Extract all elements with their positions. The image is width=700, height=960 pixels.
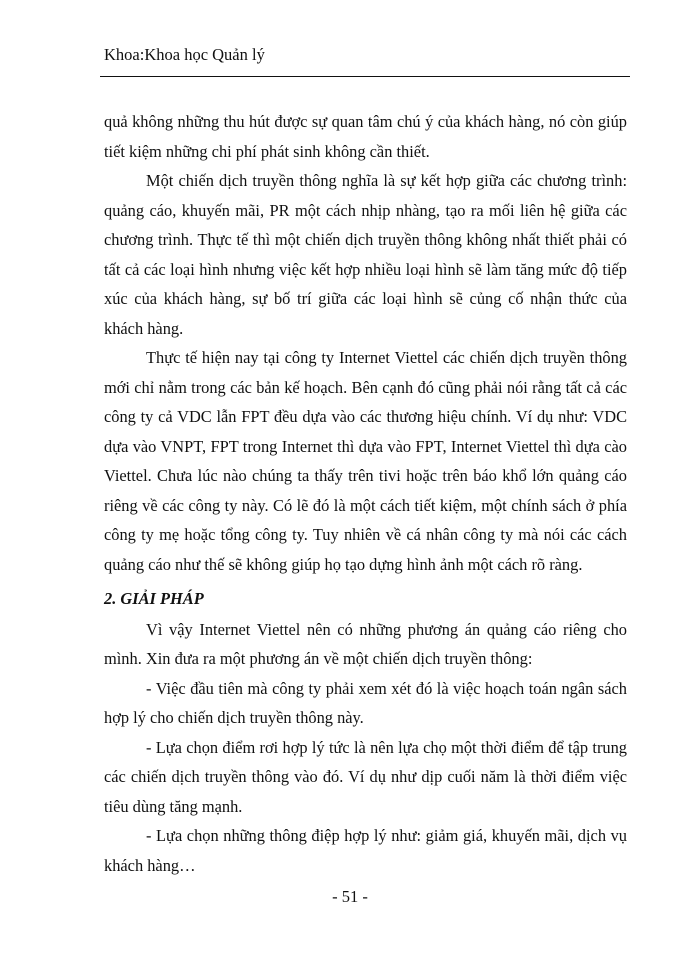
paragraph-solution-intro: Vì vậy Internet Viettel nên có những phương án quảng cáo riêng cho mình. Xin đưa ra một phương án về một chiến dịch truyền thông: <box>104 619 627 668</box>
bullet-budget: - Việc đầu tiên mà công ty phải xem xét đó là việc hoạch toán ngân sách hợp lý cho chiến dịch truyền thông này. <box>104 678 627 727</box>
bullet-message: - Lựa chọn những thông điệp hợp lý như: giảm giá, khuyến mãi, dịch vụ khách hàng… <box>104 826 627 875</box>
bullet-timing: - Lựa chọn điểm rơi hợp lý tức là nên lựa chọ một thời điểm để tập trung các chiến dịch truyền thông vào đó. Ví dụ như dịp cuối năm là thời điểm việc tiêu dùng tăng mạnh. <box>104 737 627 816</box>
header-divider <box>100 76 630 77</box>
section-heading-solution: 2. GIẢI PHÁP <box>104 589 204 608</box>
paragraph-communication-campaign: Một chiến dịch truyền thông nghĩa là sự kết hợp giữa các chương trình: quảng cáo, khuyến mãi, PR một cách nhịp nhàng, tạo ra mối liên hệ giữa các chương trình. Thực tế thì một chiến dịch truyền thông không nhất thiết phải có tất cả các loại hình nhưng việc kết hợp nhiều loại hình sẽ làm tăng mức độ tiếp xúc của khách hàng, sự bố trí giữa các loại hình sẽ củng cố nhận thức của khách hàng. <box>104 171 627 338</box>
document-body <box>104 107 627 880</box>
paragraph-continuation: quả không những thu hút được sự quan tâm chú ý của khách hàng, nó còn giúp tiết kiệm những chi phí phát sinh không cần thiết. <box>104 112 627 161</box>
page-header: Khoa:Khoa học Quản lý <box>104 45 265 64</box>
paragraph-current-situation: Thực tế hiện nay tại công ty Internet Viettel các chiến dịch truyền thông mới chỉ nằm trong các bản kế hoạch. Bên cạnh đó cũng phải nói rằng tất cả các công ty cả VDC lẫn FPT đều dựa vào các thương hiệu chính. Ví dụ như: VDC dựa vào VNPT, FPT trong Internet thì dựa vào FPT, Internet Viettel thì dựa cào Viettel. Chưa lúc nào chúng ta thấy trên tivi hoặc trên báo khổ lớn quảng cáo riêng về các công ty này. Có lẽ đó là một cách tiết kiệm, một chính sách ở phía công ty mẹ hoặc tổng công ty. Tuy nhiên về cá nhân công ty mà nói các cách quảng cáo như thế sẽ không giúp họ tạo dựng hình ảnh một cách rõ ràng. <box>104 348 627 574</box>
page-number: - 51 - <box>332 887 368 906</box>
